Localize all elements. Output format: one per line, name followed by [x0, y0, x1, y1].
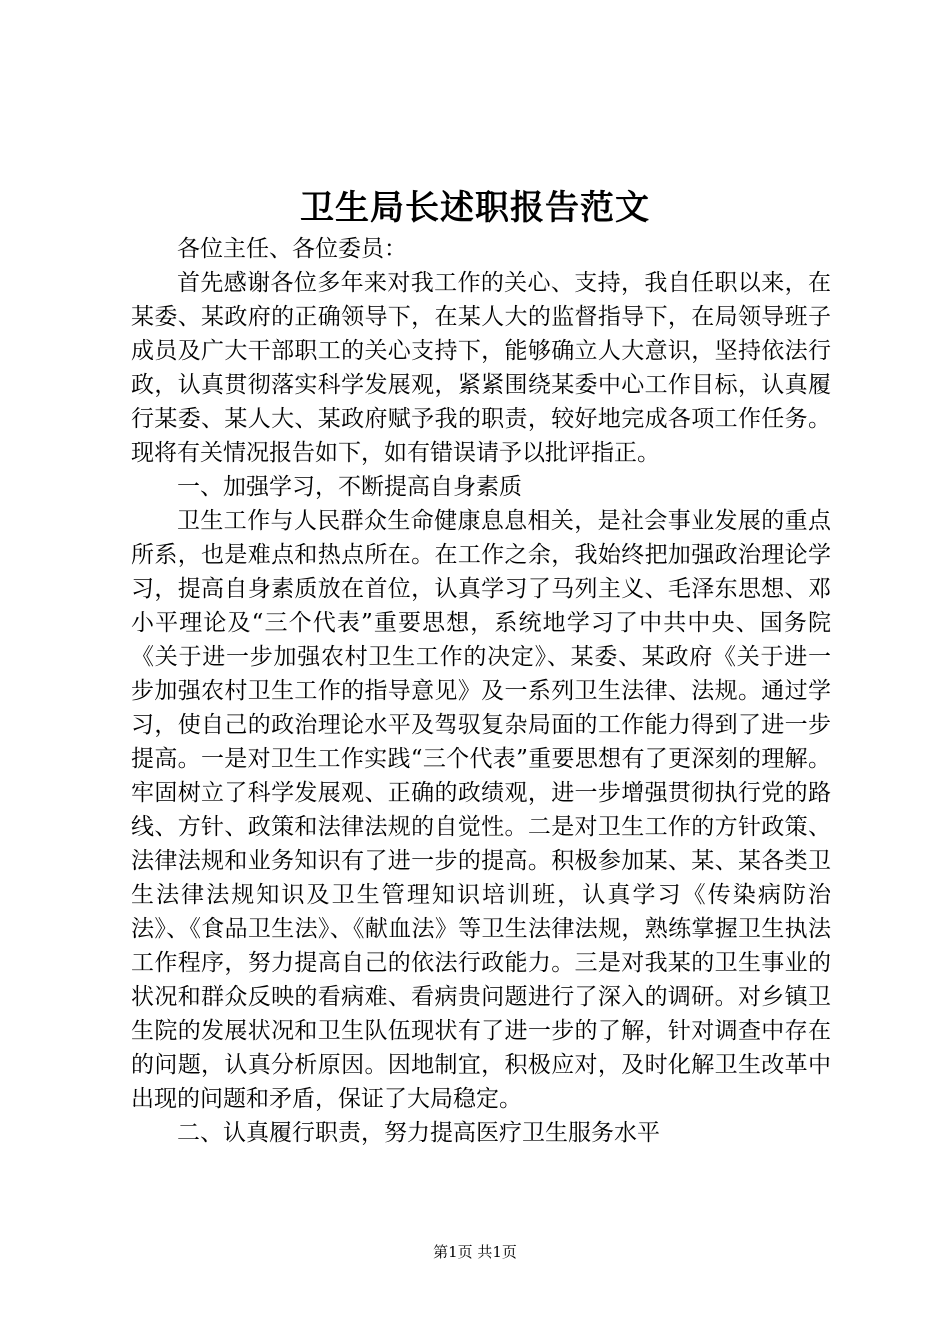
document-title: 卫生局长述职报告范文	[300, 188, 650, 228]
intro-paragraph: 首先感谢各位多年来对我工作的关心、支持，我自任职以来，在某委、某政府的正确领导下，在某人大的监督指导下，在局领导班子成员及广大干部职工的关心支持下，能够确立人大意识，坚持依法行政，认真贯彻落实科学发展观，紧紧围绕某委中心工作目标，认真履行某委、某人大、某政府赋予我的职责，较好地完成各项工作任务。现将有关情况报告如下，如有错误请予以批评指正。	[131, 270, 831, 466]
section-heading-1: 一、加强学习，不断提高自身素质	[177, 474, 522, 500]
section-heading-2: 二、认真履行职责，努力提高医疗卫生服务水平	[177, 1120, 660, 1146]
section-1-paragraph: 卫生工作与人民群众生命健康息息相关，是社会事业发展的重点所系，也是难点和热点所在。在工作之余，我始终把加强政治理论学习，提高自身素质放在首位，认真学习了马列主义、毛泽东思想、邓小平理论及“三个代表”重要思想，系统地学习了中共中央、国务院《关于进一步加强农村卫生工作的决定》、某委、某政府《关于进一步加强农村卫生工作的指导意见》及一系列卫生法律、法规。通过学习，使自己的政治理论水平及驾驭复杂局面的工作能力得到了进一步提高。一是对卫生工作实践“三个代表”重要思想有了更深刻的理解。牢固树立了科学发展观、正确的政绩观，进一步增强贯彻执行党的路线、方针、政策和法律法规的自觉性。二是对卫生工作的方针政策、法律法规和业务知识有了进一步的提高。积极参加某、某、某各类卫生法律法规知识及卫生管理知识培训班，认真学习《传染病防治法》、《食品卫生法》、《献血法》等卫生法律法规，熟练掌握卫生执法工作程序，努力提高自己的依法行政能力。三是对我某的卫生事业的状况和群众反映的看病难、看病贵问题进行了深入的调研。对乡镇卫生院的发展状况和卫生队伍现状有了进一步的了解，针对调查中存在的问题，认真分析原因。因地制宜，积极应对，及时化解卫生改革中出现的问题和矛盾，保证了大局稳定。	[131, 508, 831, 1112]
document-body	[131, 232, 831, 1150]
salutation-paragraph: 各位主任、各位委员：	[177, 236, 407, 262]
page-footer: 第1页 共1页	[433, 1243, 517, 1261]
